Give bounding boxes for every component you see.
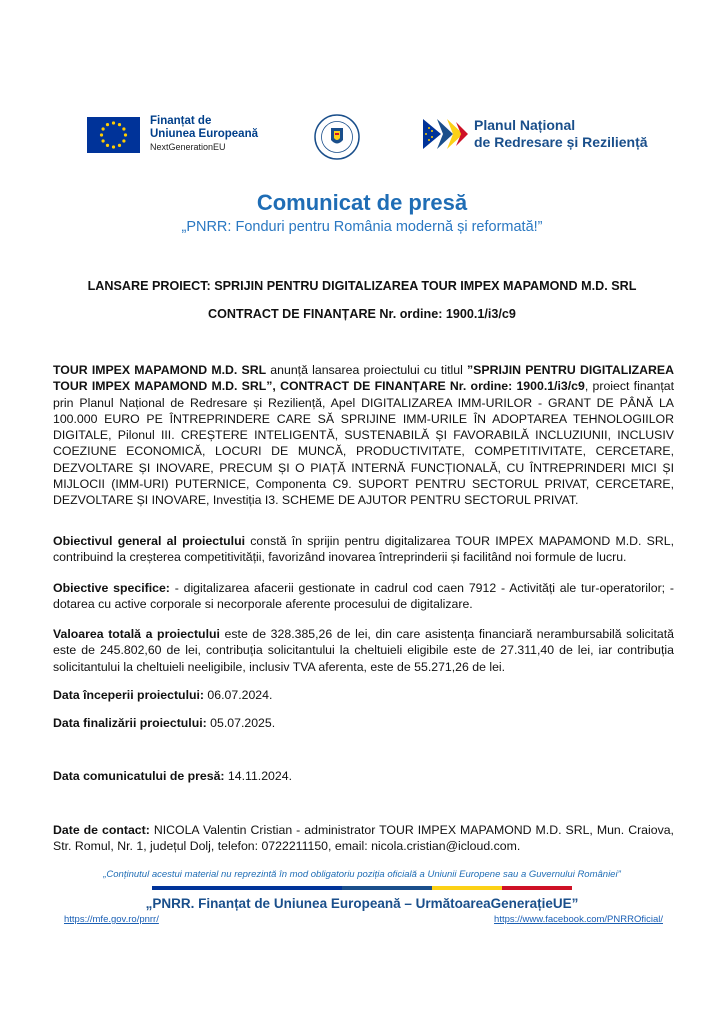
specific-objectives-paragraph: Obiective specifice: - digitalizarea afacerii gestionate in cadrul cod caen 7912 - Activități ale tur-operatorilor; - dotarea cu active corporale si necorporale aferente procesului de digitalizare. xyxy=(53,581,674,612)
footer-color-stripe xyxy=(152,886,572,890)
pnrr-logo-line2: de Redresare și Reziliență xyxy=(474,134,648,150)
eu-flag-icon xyxy=(87,117,140,153)
footer-title: „PNRR. Finanțat de Uniunea Europeană – UrmătoareaGenerațieUE” xyxy=(145,896,579,911)
pnrr-logo xyxy=(423,117,648,151)
eu-logo-line3: NextGenerationEU xyxy=(150,142,226,152)
pnrr-logo-line1: Planul Național xyxy=(474,117,576,133)
contact-paragraph: Date de contact: NICOLA Valentin Cristian - administrator TOUR IMPEX MAPAMOND M.D. SRL, Mun. Craiova, Str. Romul, Nr. 1, județul Dolj, telefon: 0722211150, email: nicola.cristian@icloud.com. xyxy=(53,823,674,854)
romanian-government-seal-icon xyxy=(314,114,360,160)
end-date: Data finalizării proiectului: 05.07.2025. xyxy=(53,716,276,730)
intro-paragraph: TOUR IMPEX MAPAMOND M.D. SRL anunță lansarea proiectului cu titlul ”SPRIJIN PENTRU DIGITALIZAREA TOUR IMPEX MAPAMOND M.D. SRL”, CONTRACT DE FINANȚARE Nr. ordine: 1900.1/i3/c9, proiect finanțat prin Planul Național de Redresare și Reziliență, Apel DIGITALIZAREA IMM-URILOR - GRANT DE PÂNĂ LA 100.000 EURO PE ÎNTREPRINDERE CARE SĂ SPRIJINE IMM-URILE ÎN ADOPTAREA TEHNOLOGIILOR DIGITALE, Pilonul III. CREȘTERE INTELIGENTĂ, SUSTENABILĂ ȘI FAVORABILĂ INCLUZIUNII, INCLUSIV COEZIUNE ECONOMICĂ, LOCURI DE MUNCĂ, PRODUCTIVITATE, COMPETITIVITATE, CERCETARE, DEZVOLTARE ȘI INOVARE, PRECUM ȘI O PIAȚĂ INTERNĂ FUNCȚIONALĂ, CU ÎNTREPRINDERI MICI ȘI MIJLOCII (IMM-URI) PUTERNICE, Componenta C9. SUPORT PENTRU SECTORUL PRIVAT, CERCETARE, DEZVOLTARE ȘI INOVARE, Investiția I3. SCHEME DE AJUTOR PENTRU SECTORUL PRIVAT. xyxy=(53,363,675,508)
eu-logo-line2: Uniunea Europeană xyxy=(150,128,258,140)
logo-row xyxy=(0,112,724,160)
page-subtitle: „PNRR: Fonduri pentru România modernă și reformată!” xyxy=(181,219,543,235)
eu-funding-logo xyxy=(87,115,258,154)
footer-disclaimer: „Conținutul acestui material nu reprezintă în mod obligatoriu poziția oficială a Uniunii Europene sau a Guvernului României” xyxy=(103,869,621,880)
pnrr-logo-icon xyxy=(423,119,468,149)
project-title: ”SPRIJIN PENTRU DIGITALIZAREA TOUR IMPEX MAPAMOND M.D. SRL”, CONTRACT DE FINANȚARE Nr. ordine: 1900.1/i3/c9 xyxy=(53,363,675,394)
contract-heading: CONTRACT DE FINANȚARE Nr. ordine: 1900.1/i3/c9 xyxy=(208,307,516,321)
company-name: TOUR IMPEX MAPAMOND M.D. SRL xyxy=(53,363,267,377)
start-date: Data începerii proiectului: 06.07.2024. xyxy=(53,688,273,702)
project-value-paragraph: Valoarea totală a proiectului este de 328.385,26 de lei, din care asistența financiară nerambursabilă solicitată este de 245.802,60 de lei, contribuția solicitantului la cheltuieli eligibile este de 27.311,40 de lei, iar contribuția solicitantului la cheltuieli neeligibile, inclusiv TVA aferenta, este de 55.271,26 de lei. xyxy=(53,627,674,674)
facebook-link[interactable]: https://www.facebook.com/PNRROficial/ xyxy=(494,914,663,925)
general-objective-paragraph: Obiectivul general al proiectului constă în sprijin pentru digitalizarea TOUR IMPEX MAPAMOND M.D. SRL, contribuind la creșterea competitivității, favorizând inovarea întreprinderii și facilitând noi formule de lucru. xyxy=(53,534,674,565)
eu-logo-line1: Finanțat de xyxy=(150,115,212,127)
launch-heading: LANSARE PROIECT: SPRIJIN PENTRU DIGITALIZAREA TOUR IMPEX MAPAMOND M.D. SRL xyxy=(87,279,637,293)
page-title: Comunicat de presă xyxy=(256,190,468,215)
release-date: Data comunicatului de presă: 14.11.2024. xyxy=(53,769,292,783)
mfe-link[interactable]: https://mfe.gov.ro/pnrr/ xyxy=(64,914,159,925)
